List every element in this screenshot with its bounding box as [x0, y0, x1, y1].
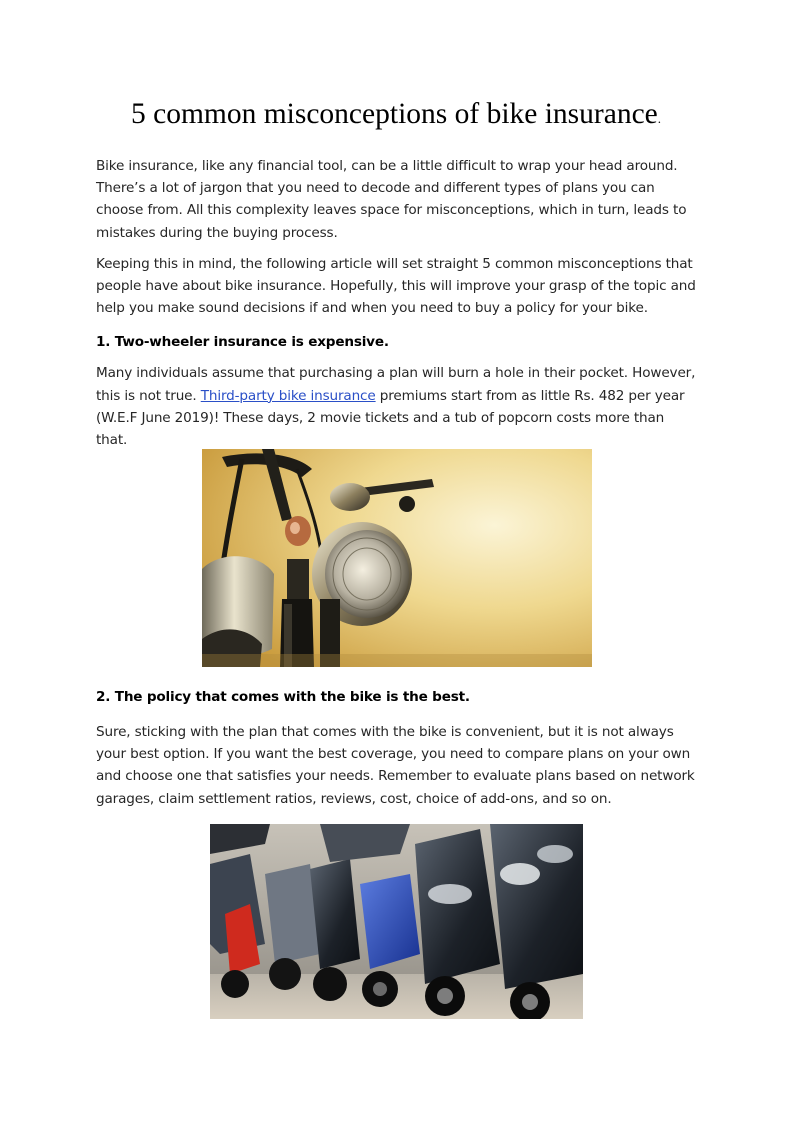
- intro-paragraph-1: Bike insurance, like any financial tool, can be a little difficult to wrap your head around. There’s a lot of jargon that you need to decode and different types of plans you can choose from. All this complexity leaves space for misconceptions, which in turn, leads to mistakes during the buying process.: [96, 158, 687, 241]
- motorcycle-headlight-photo: [202, 449, 592, 667]
- section-1-heading: 1. Two-wheeler insurance is expensive.: [96, 334, 389, 351]
- section-2-paragraph: Sure, sticking with the plan that comes with the bike is convenient, but it is not always your best option. If you want the best coverage, you need to compare plans on your own and choose one that satisfies your needs. Remember to evaluate plans based on network garages, claim settlement ratios, reviews, cost, choice of add-ons, and so on.: [96, 724, 695, 807]
- page-title: [96, 94, 696, 139]
- section-1-text-after: premiums start from as little Rs. 482 per year (W.E.F June 2019)! These days, 2 movie tickets and a tub of popcorn costs more than that.: [96, 387, 685, 449]
- document-page: [96, 94, 696, 807]
- section-2-heading: 2. The policy that comes with the bike is the best.: [96, 689, 470, 705]
- intro-paragraph-2: Keeping this in mind, the following article will set straight 5 common misconceptions that people have about bike insurance. Hopefully, this will improve your grasp of the topic and help you make sound decisions if and when you need to buy a policy for your bike.: [96, 255, 696, 317]
- section-1-paragraph: [96, 362, 696, 451]
- section-1-text-before: Many individuals assume that purchasing a plan will burn a hole in their pocket. However, this is not true.: [96, 365, 696, 404]
- page-title-trailing: .: [657, 111, 662, 126]
- parked-scooters-row-photo: [210, 824, 583, 1019]
- third-party-insurance-link[interactable]: Third-party bike insurance: [200, 387, 376, 404]
- page-title-text: 5 common misconceptions of bike insurance: [130, 98, 658, 130]
